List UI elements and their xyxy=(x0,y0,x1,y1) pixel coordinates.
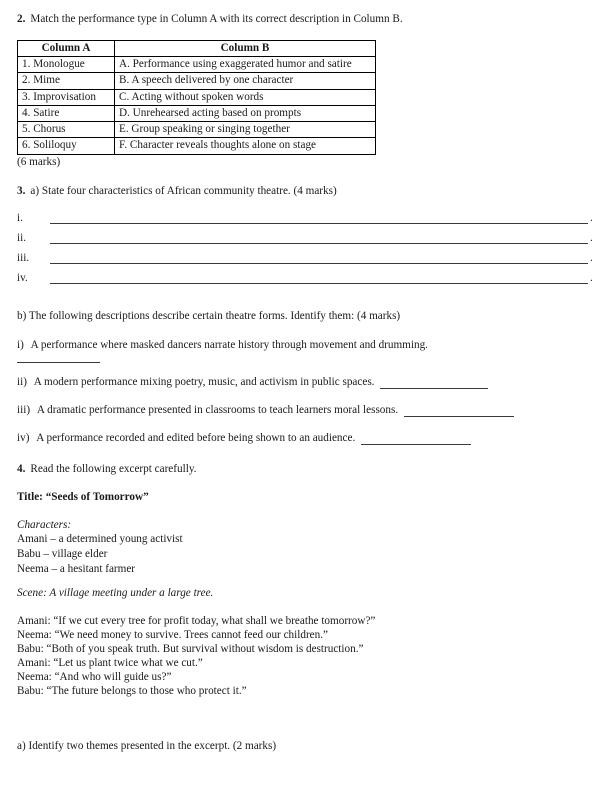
character-item: Neema – a hesitant farmer xyxy=(17,563,136,575)
dialogue-line: Neema: “We need money to survive. Trees cannot feed our children.” xyxy=(17,629,328,641)
column-b-cell: A. Performance using exaggerated humor and satire xyxy=(115,57,376,73)
table-row xyxy=(18,89,376,105)
answer-label-iii: iii. xyxy=(17,252,30,264)
question-3b-item-iv-blank[interactable] xyxy=(361,435,471,445)
character-item: Amani – a determined young activist xyxy=(17,533,183,545)
column-a-cell: 4. Satire xyxy=(18,105,115,121)
answer-blank-ii[interactable] xyxy=(50,243,588,244)
question-3b-item-ii xyxy=(17,376,488,389)
question-3b-item-i-blank[interactable] xyxy=(17,362,100,363)
table-row xyxy=(18,73,376,89)
dialogue-line: Neema: “And who will guide us?” xyxy=(17,671,172,683)
question-3b-item-iii-blank[interactable] xyxy=(404,407,514,417)
question-3b-item-iii xyxy=(17,404,514,417)
column-a-cell: 6. Soliloquy xyxy=(18,138,115,154)
question-3b-item-ii-label: ii) xyxy=(17,376,27,388)
column-b-header: Column B xyxy=(115,41,376,57)
question-3-part-a-prompt xyxy=(17,185,337,198)
table-row xyxy=(18,105,376,121)
answer-row-iii[interactable] xyxy=(17,252,595,266)
answer-blank-i[interactable] xyxy=(50,223,588,224)
question-4-number: 4. xyxy=(17,463,26,475)
column-b-cell: B. A speech delivered by one character xyxy=(115,73,376,89)
table-row xyxy=(18,122,376,138)
answer-terminator-iii: . xyxy=(590,252,593,264)
answer-label-i: i. xyxy=(17,212,23,224)
question-2-marks: (6 marks) xyxy=(17,156,61,168)
answer-terminator-iv: . xyxy=(590,272,593,284)
column-a-header: Column A xyxy=(18,41,115,57)
characters-label: Characters: xyxy=(17,519,72,531)
question-2-prompt xyxy=(17,13,403,26)
question-3-part-a-text: a) State four characteristics of African community theatre. (4 marks) xyxy=(30,185,337,197)
question-3b-item-ii-text: A modern performance mixing poetry, music, and activism in public spaces. xyxy=(33,376,375,388)
dialogue-line: Babu: “Both of you speak truth. But survival without wisdom is destruction.” xyxy=(17,643,364,655)
dialogue-line: Amani: “Let us plant twice what we cut.” xyxy=(17,657,203,669)
question-3b-item-iii-text: A dramatic performance presented in classrooms to teach learners moral lessons. xyxy=(36,404,399,416)
answer-row-ii[interactable] xyxy=(17,232,595,246)
column-b-cell: E. Group speaking or singing together xyxy=(115,122,376,138)
answer-blank-iv[interactable] xyxy=(50,283,588,284)
answer-label-iv: iv. xyxy=(17,272,28,284)
table-row xyxy=(18,57,376,73)
dialogue-line: Babu: “The future belongs to those who protect it.” xyxy=(17,685,247,697)
excerpt-title: Title: “Seeds of Tomorrow” xyxy=(17,491,149,503)
table-header-row xyxy=(18,41,376,57)
question-3-number: 3. xyxy=(17,185,26,197)
answer-row-i[interactable] xyxy=(17,212,595,226)
answer-blank-iii[interactable] xyxy=(50,263,588,264)
column-a-cell: 1. Monologue xyxy=(18,57,115,73)
question-3b-item-i-text: A performance where masked dancers narrate history through movement and drumming. xyxy=(30,339,428,351)
column-a-cell: 5. Chorus xyxy=(18,122,115,138)
question-3b-item-ii-blank[interactable] xyxy=(380,379,488,389)
question-3b-item-iv-label: iv) xyxy=(17,432,30,444)
question-2-number: 2. xyxy=(17,13,26,25)
answer-terminator-i: . xyxy=(590,212,593,224)
column-a-cell: 3. Improvisation xyxy=(18,89,115,105)
question-3b-item-iv-text: A performance recorded and edited before being shown to an audience. xyxy=(36,432,356,444)
question-4-part-a-prompt: a) Identify two themes presented in the excerpt. (2 marks) xyxy=(17,740,277,752)
question-2-text: Match the performance type in Column A with its correct description in Column B. xyxy=(30,13,403,25)
column-b-cell: F. Character reveals thoughts alone on stage xyxy=(115,138,376,154)
scene-description: Scene: A village meeting under a large tree. xyxy=(17,587,214,599)
question-3b-item-i xyxy=(17,339,428,352)
matching-table xyxy=(17,40,376,155)
question-3b-item-iii-label: iii) xyxy=(17,404,31,416)
question-4-text: Read the following excerpt carefully. xyxy=(30,463,197,475)
question-3b-item-i-label: i) xyxy=(17,339,24,351)
question-3b-item-iv xyxy=(17,432,471,445)
column-b-cell: D. Unrehearsed acting based on prompts xyxy=(115,105,376,121)
dialogue-line: Amani: “If we cut every tree for profit today, what shall we breathe tomorrow?” xyxy=(17,615,376,627)
column-b-cell: C. Acting without spoken words xyxy=(115,89,376,105)
character-item: Babu – village elder xyxy=(17,548,108,560)
answer-row-iv[interactable] xyxy=(17,272,595,286)
answer-terminator-ii: . xyxy=(590,232,593,244)
question-4-prompt xyxy=(17,463,196,476)
question-3-part-b-prompt: b) The following descriptions describe certain theatre forms. Identify them: (4 marks) xyxy=(17,310,401,322)
table-row xyxy=(18,138,376,154)
column-a-cell: 2. Mime xyxy=(18,73,115,89)
answer-label-ii: ii. xyxy=(17,232,27,244)
